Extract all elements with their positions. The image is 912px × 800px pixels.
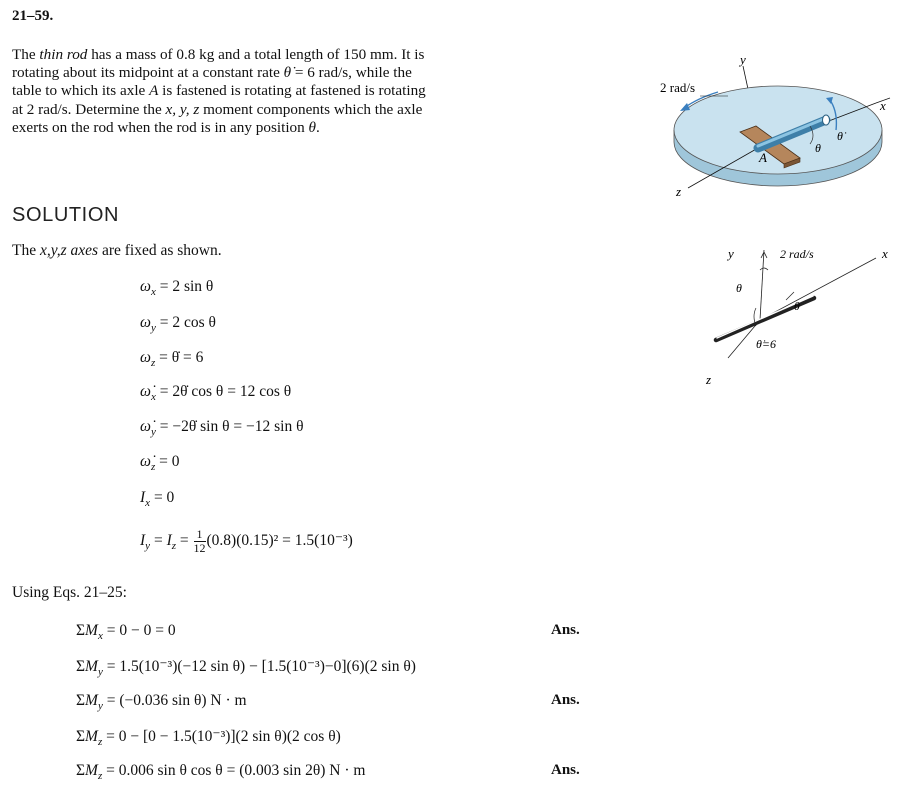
sketch-x-axis (760, 258, 876, 320)
sketch-y-axis (760, 250, 764, 320)
theta-dot-label: θ̇ (837, 129, 843, 143)
theta-label: θ (815, 141, 821, 155)
equation-sum-mx: $\Sigma M_x = 0 - 0 = 0$ (76, 622, 176, 642)
answer-label: Ans. (551, 692, 580, 708)
table-rate-label: 2 rad/s (660, 80, 696, 95)
equation-sum-my-result: $\Sigma M_y = (-0.036$ sin θ) N · m (76, 692, 247, 712)
equation-omega-x: $\omega_x = 2$ sin θ (140, 278, 214, 298)
axes-sentence (12, 242, 222, 260)
problem-text-part: . (316, 118, 320, 136)
problem-number: 21–59. (12, 8, 54, 24)
problem-statement (12, 46, 432, 137)
problem-text-part: is fastened is rotating at fastened is rotating at 2 rad/s. Determine the (12, 82, 426, 118)
table-disc-top (674, 86, 882, 174)
equation-rhs: = 0.006 sin θ cos θ = (0.003 sin 2θ) N · m (106, 762, 366, 779)
answer-label: Ans. (551, 622, 580, 638)
answer-label: Ans. (551, 762, 580, 778)
equation-omega-z: $\omega_z$ = θ̇ = 6 (140, 349, 204, 369)
sketch-theta-label: θ (794, 299, 800, 313)
equation-rhs: = 2 sin θ (159, 278, 214, 295)
equation-rhs: = 0 − [0 − 1.5(10⁻³)](2 sin θ)(2 cos θ) (106, 728, 341, 745)
problem-text-part: moment components which the axle exerts on the rod when the rod is in any position (12, 100, 423, 136)
solution-heading: SOLUTION (12, 204, 120, 226)
equation-rhs: = 0 − 0 = 0 (106, 622, 176, 639)
sketch-rate-label: 2 rad/s (780, 247, 814, 261)
equation-sum-my-step: $\Sigma M_y = 1.5(10^{-3})(-12$ sin θ) − [1.5(10⁻³)−0](6)(2 sin θ) (76, 658, 416, 678)
sketch-angle-tick (786, 292, 794, 300)
equation-rhs: = 0 (153, 489, 175, 506)
axes-sentence-part: x,y,z axes (39, 242, 99, 259)
sketch-spin-arrow (760, 268, 768, 270)
rotating-table-figure (640, 40, 900, 210)
equation-inertia-yz: $I_y = I_z$ = $\frac{1}{12}$ (0.8)(0.15)² = 1.5(10⁻³) (140, 527, 353, 555)
point-a-label: A (759, 150, 767, 165)
equation-rhs: = 0 (159, 453, 180, 470)
equation-inertia-x: $I_x = 0$ (140, 489, 175, 509)
equation-rhs: (0.8)(0.15)² = 1.5(10⁻³) (206, 532, 353, 550)
x-axis-label: x (880, 98, 886, 113)
problem-text-part: The (12, 46, 40, 63)
equation-sum-mz-step: $\Sigma M_z = 0 - [0 - 1.5(10^{-3})](2$ sin θ)(2 cos θ) (76, 728, 341, 748)
problem-text-part: x, y, z (165, 100, 200, 118)
equation-rhs: = 2θ̇ cos θ = 12 cos θ (159, 383, 292, 400)
axes-sentence-part: The (12, 242, 40, 259)
sketch-x-label: x (882, 246, 888, 261)
y-axis-label: y (740, 52, 746, 67)
equation-rhs: = θ̇ = 6 (159, 349, 204, 366)
problem-text-part: θ (308, 118, 316, 136)
problem-text-part: = 6 rad/s, while the table to which its axle (12, 64, 412, 100)
sketch-theta-dot-label: θ̇=6 (756, 337, 776, 351)
equation-omega-dot-x: $\omegȧ_x$ = 2θ̇ cos θ = 12 cos θ (140, 383, 292, 403)
fraction-denominator: 12 (193, 541, 206, 555)
problem-text-part: θ̇ (283, 64, 292, 82)
equation-sum-mz-result: $\Sigma M_z = 0.006$ sin θ cos θ = (0.003 sin 2θ) N · m (76, 762, 366, 782)
equation-rhs: = (−0.036 sin θ) N · m (106, 692, 247, 709)
equation-rhs: = 1.5(10⁻³)(−12 sin θ) − [1.5(10⁻³)−0](6)(2 sin θ) (106, 658, 416, 675)
axes-sentence-part: are fixed as shown. (98, 242, 222, 259)
using-equations-note: Using Eqs. 21–25: (12, 584, 127, 601)
sketch-theta-label: θ (736, 281, 742, 295)
axes-sketch (690, 236, 900, 402)
equation-rhs: = 2 cos θ (159, 314, 216, 331)
z-axis-label: z (676, 184, 682, 199)
problem-text-part: thin rod (39, 46, 88, 63)
fraction-numerator: 1 (194, 528, 206, 542)
equation-rhs: = −2θ̇ sin θ = −12 sin θ (159, 418, 304, 435)
rod-end-cap (823, 115, 830, 125)
sketch-y-label: y (728, 246, 734, 261)
equation-omega-y: $\omega_y = 2$ cos θ (140, 314, 216, 334)
equation-omega-dot-y: $\omegȧ_y$ = −2θ̇ sin θ = −12 sin θ (140, 418, 304, 438)
problem-text-part: A (149, 82, 159, 100)
equation-omega-dot-z: $\omegȧ_z = 0$ (140, 453, 180, 473)
problem-text-part: has a mass of 0.8 kg and a total length of 150 mm. It is rotating about its midpoint at a constant rate (12, 46, 425, 82)
sketch-z-label: z (706, 372, 712, 387)
